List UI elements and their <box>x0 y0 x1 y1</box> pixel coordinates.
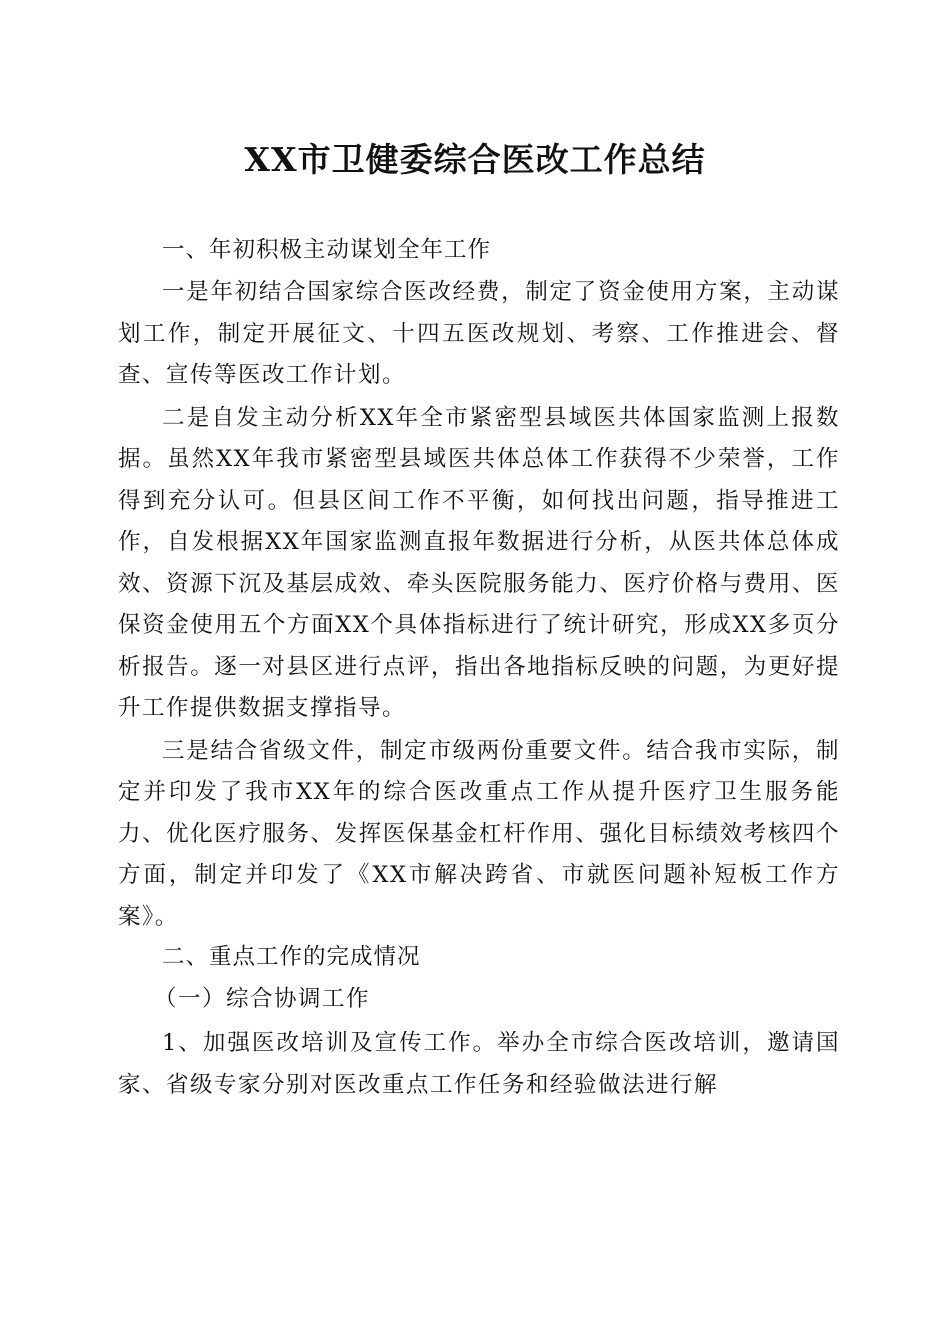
document-body <box>118 232 840 1107</box>
paragraph: 三是结合省级文件，制定市级两份重要文件。结合我市实际，制定并印发了我市XX年的综合医改重点工作从提升医疗卫生服务能力、优化医疗服务、发挥医保基金杠杆作用、强化目标绩效考核四个方面，制定并印发了《XX市解决跨省、市就医问题补短板工作方案》。 <box>118 737 840 930</box>
paragraph: 1、加强医改培训及宣传工作。举办全市综合医改培训，邀请国家、省级专家分别对医改重点工作任务和经验做法进行解 <box>118 1030 840 1098</box>
document-title: XX市卫健委综合医改工作总结 <box>244 140 706 179</box>
paragraph: 一是年初结合国家综合医改经费，制定了资金使用方案，主动谋划工作，制定开展征文、十四五医改规划、考察、工作推进会、督查、宣传等医改工作计划。 <box>118 279 840 388</box>
subsection-heading: （一）综合协调工作 <box>154 986 371 1012</box>
paragraph: 二是自发主动分析XX年全市紧密型县域医共体国家监测上报数据。虽然XX年我市紧密型县域医共体总体工作获得不少荣誉，工作得到充分认可。但县区间工作不平衡，如何找出问题，指导推进工作，自发根据XX年国家监测直报年数据进行分析，从医共体总体成效、资源下沉及基层成效、牵头医院服务能力、医疗价格与费用、医保资金使用五个方面XX个具体指标进行了统计研究，形成XX多页分析报告。逐一对县区进行点评，指出各地指标反映的问题，为更好提升工作提供数据支撑指导。 <box>118 404 840 721</box>
section-heading: 一、年初积极主动谋划全年工作 <box>162 237 492 263</box>
section-heading: 二、重点工作的完成情况 <box>162 944 421 970</box>
